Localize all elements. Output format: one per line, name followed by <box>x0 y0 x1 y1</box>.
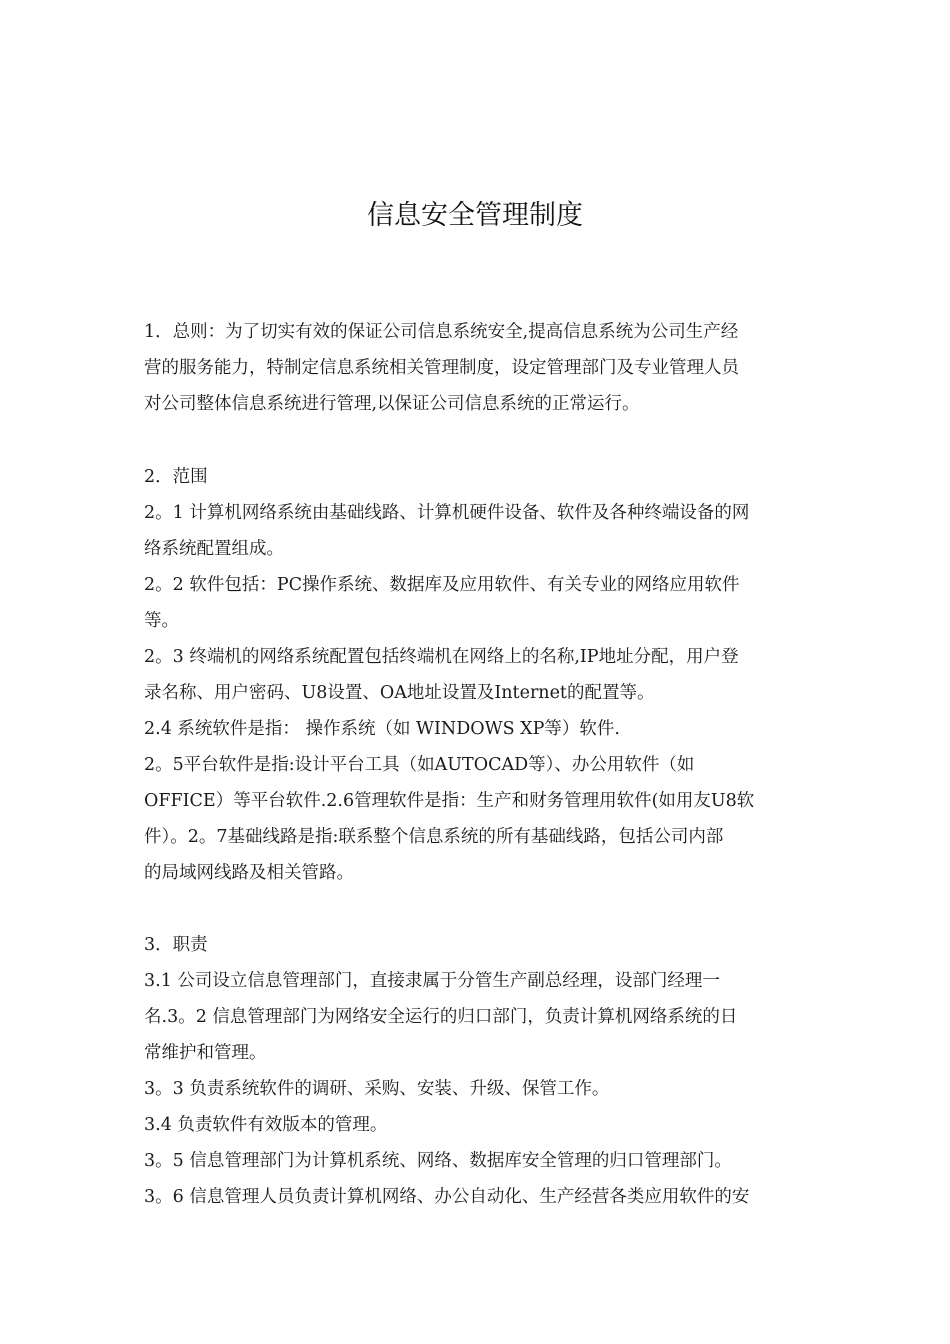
paragraph-line: 的局域网线路及相关管路。 <box>144 863 354 883</box>
paragraph-line: 2。3 终端机的网络系统配置包括终端机在网络上的名称,IP地址分配，用户登 <box>144 647 739 667</box>
paragraph-line: 等。 <box>144 611 179 631</box>
paragraph-line: 营的服务能力，特制定信息系统相关管理制度，设定管理部门及专业管理人员 <box>144 358 739 378</box>
paragraph-line: 3。3 负责系统软件的调研、采购、安装、升级、保管工作。 <box>144 1079 610 1099</box>
paragraph-line: 录名称、用户密码、U8设置、OA地址设置及Internet的配置等。 <box>144 683 655 703</box>
paragraph-line: 2。2 软件包括：PC操作系统、数据库及应用软件、有关专业的网络应用软件 <box>144 575 740 595</box>
paragraph-line: 件）。2。7基础线路是指:联系整个信息系统的所有基础线路，包括公司内部 <box>144 827 724 847</box>
paragraph-line: 2。1 计算机网络系统由基础线路、计算机硬件设备、软件及各种终端设备的网 <box>144 503 750 523</box>
paragraph-line: 2.4 系统软件是指： 操作系统（如 WINDOWS XP等）软件. <box>144 719 620 739</box>
paragraph-line: 3。5 信息管理部门为计算机系统、网络、数据库安全管理的归口管理部门。 <box>144 1151 732 1171</box>
paragraph-line: 对公司整体信息系统进行管理,以保证公司信息系统的正常运行。 <box>144 394 640 414</box>
section-heading: 3．职责 <box>144 935 208 955</box>
paragraph-line: OFFICE）等平台软件.2.6管理软件是指：生产和财务管理用软件(如用友U8软 <box>144 791 755 811</box>
paragraph-line: 3.4 负责软件有效版本的管理。 <box>144 1115 388 1135</box>
document-title: 信息安全管理制度 <box>367 200 583 231</box>
paragraph-line: 名.3。2 信息管理部门为网络安全运行的归口部门，负责计算机网络系统的日 <box>144 1007 738 1027</box>
paragraph-line: 常维护和管理。 <box>144 1043 267 1063</box>
paragraph-line: 络系统配置组成。 <box>144 539 284 559</box>
paragraph-line: 3.1 公司设立信息管理部门，直接隶属于分管生产副总经理，设部门经理一 <box>144 971 720 991</box>
paragraph-line: 3。6 信息管理人员负责计算机网络、办公自动化、生产经营各类应用软件的安 <box>144 1187 750 1207</box>
paragraph-line: 2。5平台软件是指:设计平台工具（如AUTOCAD等）、办公用软件（如 <box>144 755 695 775</box>
section-heading: 2．范围 <box>144 467 208 487</box>
paragraph-line: 1．总则：为了切实有效的保证公司信息系统安全,提高信息系统为公司生产经 <box>144 322 739 342</box>
